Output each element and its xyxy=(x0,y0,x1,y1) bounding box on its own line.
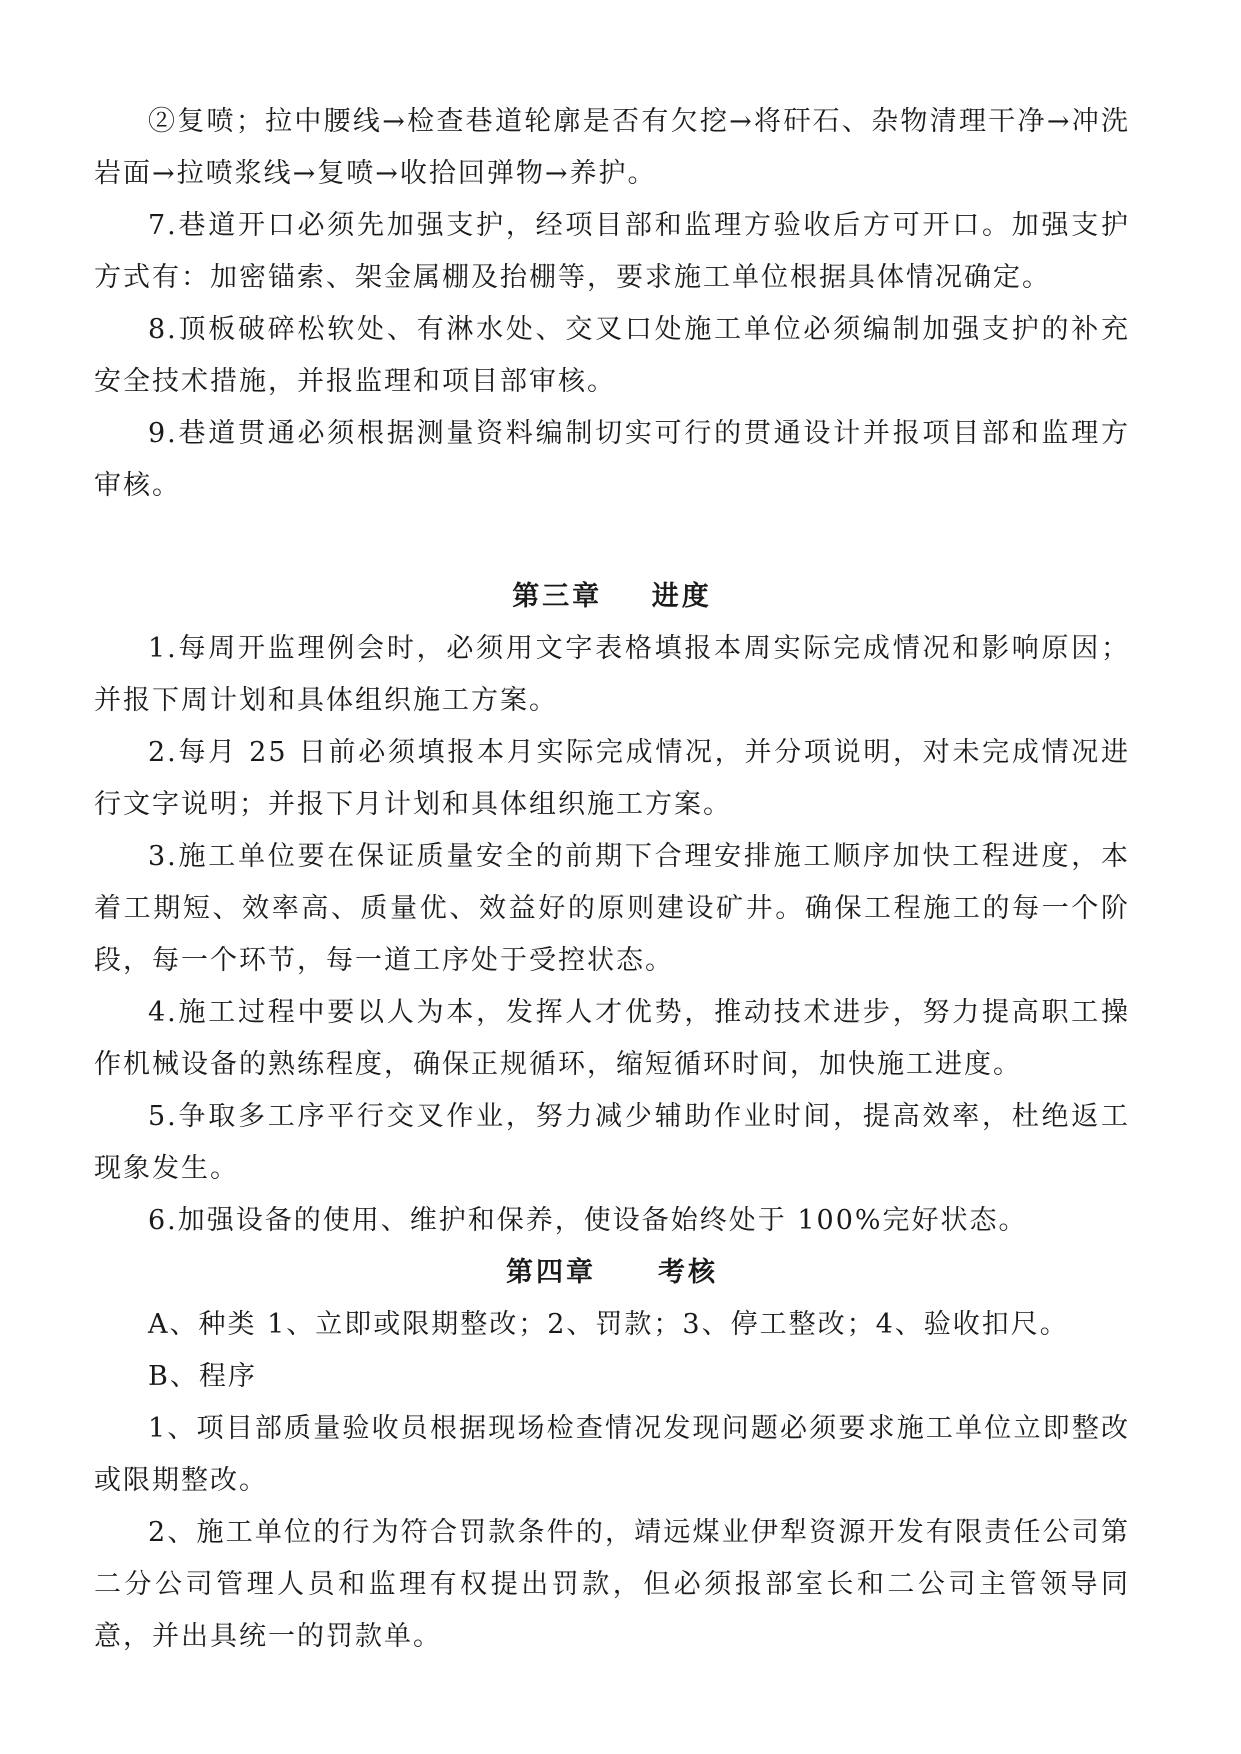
chapter-3-heading: 第三章 进度 xyxy=(512,581,712,612)
chapter-4-item-1: 1、项目部质量验收员根据现场检查情况发现问题必须要求施工单位立即整改或限期整改。 xyxy=(94,1413,1130,1496)
document-page xyxy=(94,96,1130,1663)
chapter-4-item-2: 2、施工单位的行为符合罚款条件的，靖远煤业伊犁资源开发有限责任公司第二分公司管理人员和监理有权提出罚款，但必须报部室长和二公司主管领导同意，并出具统一的罚款单。 xyxy=(94,1517,1130,1652)
chapter-4-heading: 第四章 考核 xyxy=(506,1257,718,1288)
chapter-3-item-4: 4.施工过程中要以人为本，发挥人才优势，推动技术进步，努力提高职工操作机械设备的熟练程度，确保正规循环，缩短循环时间，加快施工进度。 xyxy=(94,997,1130,1080)
chapter-3-item-5: 5.争取多工序平行交叉作业，努力减少辅助作业时间，提高效率，杜绝返工现象发生。 xyxy=(94,1101,1130,1184)
paragraph-reshotcrete-steps: ②复喷；拉中腰线→检查巷道轮廓是否有欠挖→将矸石、杂物清理干净→冲洗岩面→拉喷浆线→复喷→收拾回弹物→养护。 xyxy=(94,106,1130,189)
chapter-3-item-6: 6.加强设备的使用、维护和保养，使设备始终处于 100%完好状态。 xyxy=(148,1205,1028,1236)
chapter-4-item-a: A、种类 1、立即或限期整改；2、罚款；3、停工整改；4、验收扣尺。 xyxy=(148,1309,1069,1340)
spacer xyxy=(94,512,1130,571)
paragraph-item-7: 7.巷道开口必须先加强支护，经项目部和监理方验收后方可开口。加强支护方式有：加密锚索、架金属棚及抬棚等，要求施工单位根据具体情况确定。 xyxy=(94,210,1130,293)
paragraph-item-9: 9.巷道贯通必须根据测量资料编制切实可行的贯通设计并报项目部和监理方审核。 xyxy=(94,418,1130,501)
chapter-3-item-3: 3.施工单位要在保证质量安全的前期下合理安排施工顺序加快工程进度，本着工期短、效率高、质量优、效益好的原则建设矿井。确保工程施工的每一个阶段，每一个环节，每一道工序处于受控状态。 xyxy=(94,841,1130,976)
chapter-3-item-2: 2.每月 25 日前必须填报本月实际完成情况，并分项说明，对未完成情况进行文字说明；并报下月计划和具体组织施工方案。 xyxy=(94,737,1130,820)
paragraph-item-8: 8.顶板破碎松软处、有淋水处、交叉口处施工单位必须编制加强支护的补充安全技术措施，并报监理和项目部审核。 xyxy=(94,314,1130,397)
chapter-3-item-1: 1.每周开监理例会时，必须用文字表格填报本周实际完成情况和影响原因；并报下周计划和具体组织施工方案。 xyxy=(94,633,1130,716)
chapter-4-item-b: B、程序 xyxy=(148,1361,257,1392)
